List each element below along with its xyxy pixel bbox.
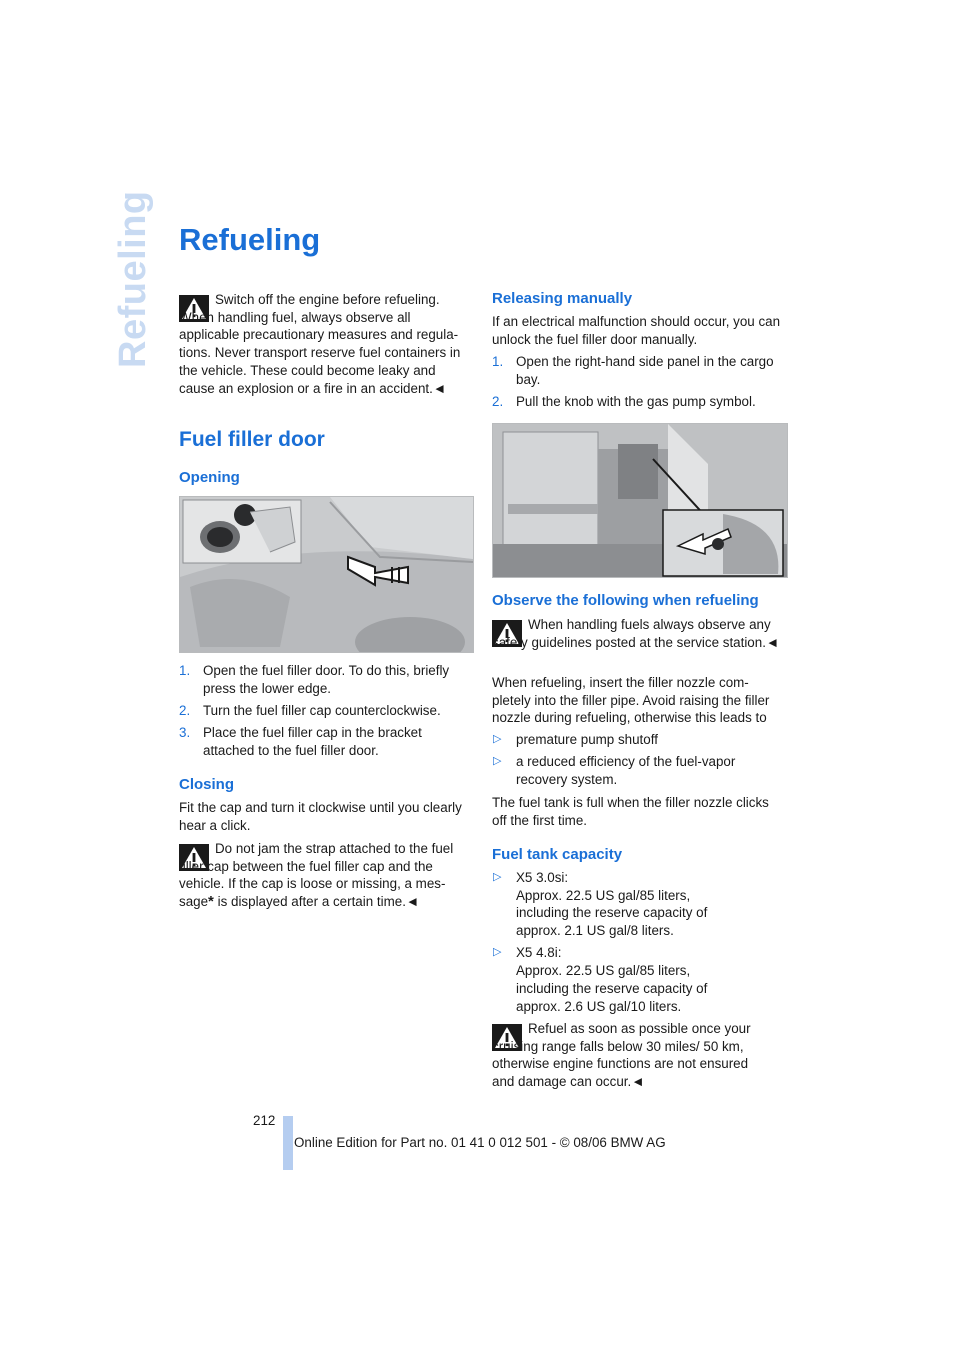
step-text: Open the right-hand side panel in the cargo bay. xyxy=(516,354,774,387)
step-number: 2. xyxy=(179,703,191,718)
triangle-bullet-icon: ▷ xyxy=(493,871,502,883)
page-number: 212 xyxy=(253,1113,276,1128)
cargo-bay-image xyxy=(492,423,788,578)
closing-heading: Closing xyxy=(179,776,234,793)
step-number: 1. xyxy=(492,354,504,369)
step-number: 1. xyxy=(179,663,191,678)
option-star: * xyxy=(208,893,214,911)
opening-steps xyxy=(179,662,471,764)
triangle-bullet-icon: ▷ xyxy=(493,755,502,768)
releasing-manually-text: If an electrical malfunction should occur, you can unlock the fuel filler door manually. xyxy=(492,314,781,347)
page-title: Refueling xyxy=(179,222,321,257)
closing-warning-part2: is displayed after a certain time.◄ xyxy=(213,894,420,910)
triangle-bullet-icon: ▷ xyxy=(493,733,502,745)
side-tab xyxy=(108,190,154,368)
intro-warning-text: Switch off the engine before refueling. When handling fuel, always observe all applicable precautionary measures and regula-tions. Never transport reserve fuel containers in the vehicle. These could become leaky and cause an explosion or a fire in an accident.◄ xyxy=(179,292,461,396)
list-item xyxy=(492,393,784,411)
releasing-steps xyxy=(492,353,784,415)
step-text: Open the fuel filler door. To do this, briefly press the lower edge. xyxy=(203,663,450,696)
step-text: Pull the knob with the gas pump symbol. xyxy=(516,394,756,409)
fuel-filler-door-heading: Fuel filler door xyxy=(179,428,325,451)
list-item xyxy=(492,869,784,940)
observe-text: When refueling, insert the filler nozzle com-pletely into the filler pipe. Avoid raising the filler nozzle during refueling, otherwise this leads to xyxy=(492,675,770,726)
capacity-list xyxy=(492,869,784,1020)
bullet-text: premature pump shutoff xyxy=(516,732,658,747)
triangle-bullet-icon: ▷ xyxy=(493,946,502,959)
step-number: 3. xyxy=(179,725,191,741)
step-text: Place the fuel filler cap in the bracket attached to the fuel filler door. xyxy=(203,725,422,758)
list-item xyxy=(492,753,784,788)
step-number: 2. xyxy=(492,394,504,409)
observe-bullets xyxy=(492,731,784,793)
list-item xyxy=(179,702,471,720)
capacity-heading: Fuel tank capacity xyxy=(492,846,623,863)
closing-warning-part1: Do not jam the strap attached to the fuel filler cap between the fuel filler cap and the vehicle. If the cap is loose or missing, a mes-sage xyxy=(179,841,454,910)
list-item xyxy=(492,353,784,388)
step-text: Turn the fuel filler cap counterclockwise. xyxy=(203,703,441,718)
observe-text-2: The fuel tank is full when the filler nozzle clicks off the first time. xyxy=(492,795,769,828)
capacity-detail: Approx. 22.5 US gal/85 liters, including the reserve capacity of approx. 2.6 US gal/10 liters. xyxy=(516,963,708,1014)
observe-heading: Observe the following when refueling xyxy=(492,592,759,609)
bullet-text: a reduced efficiency of the fuel-vapor recovery system. xyxy=(516,754,736,787)
list-item xyxy=(492,944,784,1015)
side-tab-label: Refueling xyxy=(112,190,154,368)
capacity-warning-text: Refuel as soon as possible once your cruising range falls below 30 miles/ 50 km, otherwise engine functions are not ensured and damage can occur.◄ xyxy=(492,1021,751,1090)
list-item xyxy=(492,731,784,749)
list-item xyxy=(179,724,471,759)
model-name: X5 3.0si: xyxy=(516,870,569,885)
observe-warning-text: When handling fuels always observe any safety guidelines posted at the service station.◄ xyxy=(492,617,780,650)
fuel-filler-door-image xyxy=(179,496,474,653)
model-name: X5 4.8i: xyxy=(516,945,562,961)
releasing-manually-heading: Releasing manually xyxy=(492,290,633,307)
closing-warning-text xyxy=(179,840,471,911)
closing-text: Fit the cap and turn it clockwise until you clearly hear a click. xyxy=(179,800,462,833)
capacity-detail: Approx. 22.5 US gal/85 liters, including the reserve capacity of approx. 2.1 US gal/8 liters. xyxy=(516,887,708,939)
footer-edition: Online Edition for Part no. 01 41 0 012 501 - © 08/06 BMW AG xyxy=(294,1135,666,1150)
footer-bar xyxy=(283,1116,293,1170)
list-item xyxy=(179,662,471,697)
opening-heading: Opening xyxy=(179,469,240,486)
